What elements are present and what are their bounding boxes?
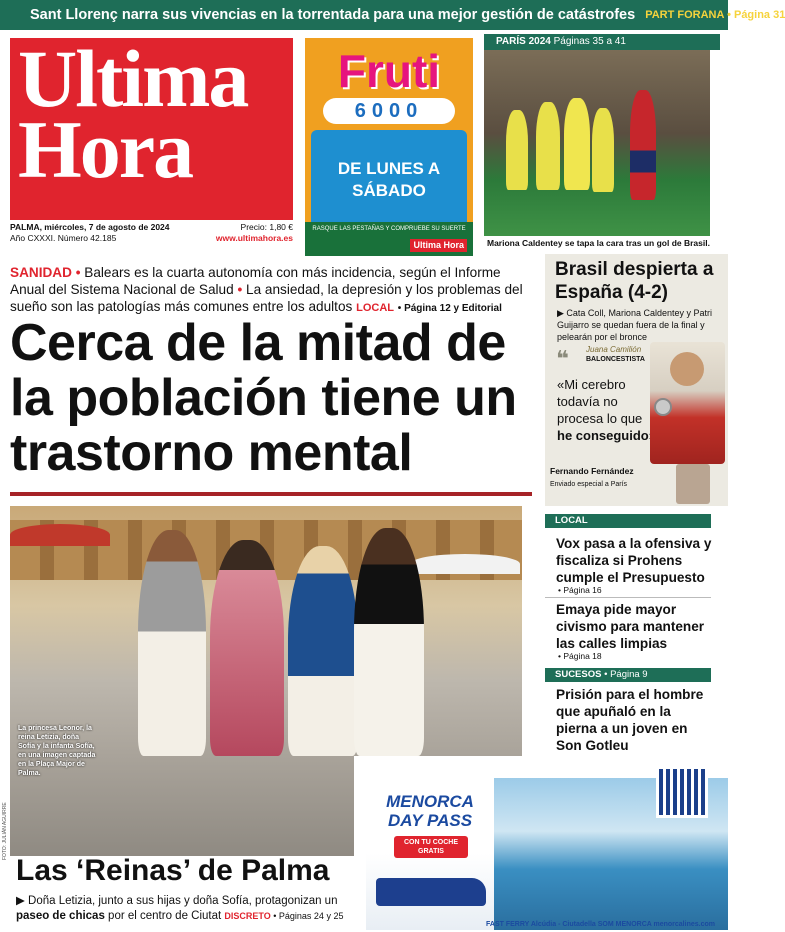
sanidad-section: LOCAL	[356, 302, 394, 314]
sucesos-label: SUCESOS	[555, 669, 602, 680]
figure-leonor	[138, 530, 206, 756]
masthead-line2: Hora	[18, 103, 193, 195]
photo-caption: La princesa Leonor, la reina Letizia, doña Sofía y la infanta Sofía, en una imagen captada en la Plaça Major de Palma.	[18, 725, 96, 777]
quote-bold: he conseguido	[557, 428, 649, 443]
website-link[interactable]: www.ultimahora.es	[215, 233, 293, 243]
athlete-face	[670, 352, 704, 386]
figure-sofia	[288, 546, 358, 756]
masthead-logo[interactable]	[10, 33, 293, 220]
main-headline[interactable]: Cerca de la mitad de la población tiene un trastorno mental	[10, 314, 517, 482]
player-figure	[564, 98, 590, 190]
fruti-footer	[305, 222, 473, 256]
player-figure	[506, 110, 528, 190]
brasil-sub-text: Cata Coll, Mariona Caldentey y Patri Guijarro se quedan fuera de la final y pelearán por el bronce	[557, 308, 712, 342]
ferry-icon	[376, 878, 486, 906]
athlete-photo[interactable]	[650, 342, 725, 464]
fruti-days: DE LUNES A SÁBADO	[311, 130, 467, 228]
player-figure	[536, 102, 560, 190]
columnist[interactable]	[550, 466, 670, 490]
paris-section-bar[interactable]	[484, 34, 720, 50]
local-section-bar[interactable]: LOCAL	[545, 514, 711, 528]
white-parasol	[410, 554, 520, 574]
divider	[10, 492, 532, 496]
qr-code-icon[interactable]	[656, 766, 708, 818]
royals-photo[interactable]	[10, 506, 522, 756]
top-banner-section: PART FORANA • Página 31	[645, 9, 785, 21]
reinas-deck: ▶ Doña Letizia, junto a sus hijas y doña Sofía, protagonizan un paseo de chicas por el centro de Ciutat DISCRETO • Páginas 24 y 25	[16, 895, 344, 922]
reinas-section: DISCRETO	[224, 911, 271, 921]
menorca-button[interactable]: CON TU COCHE GRATIS	[394, 836, 468, 858]
brasil-headline[interactable]: Brasil despierta a España (4-2)	[555, 259, 714, 303]
quote-text	[557, 376, 657, 444]
local-page1: • Página 16	[558, 585, 602, 595]
fruti-logo: Ultima Hora	[410, 239, 467, 252]
reinas-deck-bold: paseo de chicas	[16, 910, 105, 922]
fruti-footer-text: RASQUE LAS PESTAÑAS Y COMPRUEBE SU SUERTE	[312, 226, 466, 232]
sucesos-page: Página 9	[610, 669, 648, 680]
fruti-brand: Fruti	[337, 45, 441, 97]
red-parasol	[10, 524, 110, 546]
fruti-number: 6000	[323, 98, 455, 124]
dateline	[10, 222, 293, 244]
top-banner-headline: Sant Llorenç narra sus vivencias en la torrentada para una mejor gestión de catástrofes	[30, 7, 636, 23]
quote-author: Juana Camilión	[586, 345, 642, 354]
columnist-role: Enviado especial a París	[550, 481, 628, 488]
paris-photo[interactable]	[484, 50, 710, 236]
dateline-date: PALMA, miércoles, 7 de agosto de 2024	[10, 222, 170, 232]
medal-icon	[654, 398, 672, 416]
menorca-footer: FAST FERRY Alcúdia - Ciutadella SOM MENORCA menorcalines.com	[486, 921, 715, 928]
brasil-sub: ▶ Cata Coll, Mariona Caldentey y Patri Guijarro se quedan fuera de la final y pelearán por el bronce	[557, 308, 712, 342]
sanidad-text2: La ansiedad, la depresión y los problemas del sueño son las patologías más comunes entre los adultos	[10, 282, 523, 314]
local-story2[interactable]: Emaya pide mayor civismo para mantener las calles limpias	[556, 602, 705, 651]
quote-pre: «Mi cerebro todavía no procesa lo que	[557, 377, 643, 426]
columnist-avatar	[676, 464, 710, 504]
figure-infanta	[354, 528, 424, 756]
price: Precio: 1,80 €	[240, 222, 293, 232]
local-page2: • Página 18	[558, 651, 602, 661]
sanidad-kicker: SANIDAD	[10, 265, 72, 280]
player-figure	[592, 108, 614, 192]
fruti-ad[interactable]	[305, 38, 473, 256]
divider	[545, 597, 711, 598]
reinas-pages: Páginas 24 y 25	[278, 911, 344, 921]
sanidad-page: Página 12 y Editorial	[404, 303, 502, 314]
figure-letizia	[210, 540, 284, 756]
sucesos-section-bar[interactable]: SUCESOS • Página 9	[545, 668, 711, 682]
photo-credit: FOTO: JULIÁN AGUIRRE	[2, 802, 8, 860]
quote-role: BALONCESTISTA	[586, 356, 645, 363]
quote-mark-icon: ❝	[556, 346, 569, 371]
menorca-title: MENORCA DAY PASS	[386, 792, 474, 830]
reinas-deck-pre: Doña Letizia, junto a sus hijas y doña Sofía, protagonizan un	[28, 895, 338, 907]
sanidad-text1: Balears es la cuarta autonomía con más incidencia, según el Informe Anual del Sistema Nacional de Salud	[10, 265, 501, 297]
sanidad-summary[interactable]: SANIDAD • Balears es la cuarta autonomía con más incidencia, según el Informe Anual del Sistema Nacional de Salud • La ansiedad, la depresión y los problemas del sueño son las patologías más comunes entre los adultos LOCAL • Página 12 y Editorial	[10, 265, 523, 314]
columnist-name: Fernando Fernández	[550, 466, 634, 476]
masthead-line1: Ultima	[18, 33, 248, 124]
local-story1[interactable]: Vox pasa a la ofensiva y fiscaliza si Prohens cumple el Presupuesto	[556, 536, 712, 585]
sucesos-story[interactable]: Prisión para el hombre que apuñaló en la pierna a un joven en Son Gotleu	[556, 687, 704, 753]
paris-pages: Páginas 35 a 41	[553, 36, 626, 47]
reinas-headline[interactable]: Las ‘Reinas’ de Palma	[16, 854, 330, 887]
paris-caption: Mariona Caldentey se tapa la cara tras un gol de Brasil.	[487, 238, 710, 248]
paris-label: PARÍS 2024	[496, 36, 551, 47]
dateline-issue: Año CXXXI. Número 42.185	[10, 233, 117, 243]
reinas-deck-post: por el centro de Ciutat	[104, 910, 222, 922]
top-banner[interactable]	[0, 0, 785, 30]
player-figure-spain	[630, 90, 656, 200]
menorca-ad[interactable]	[366, 760, 728, 930]
